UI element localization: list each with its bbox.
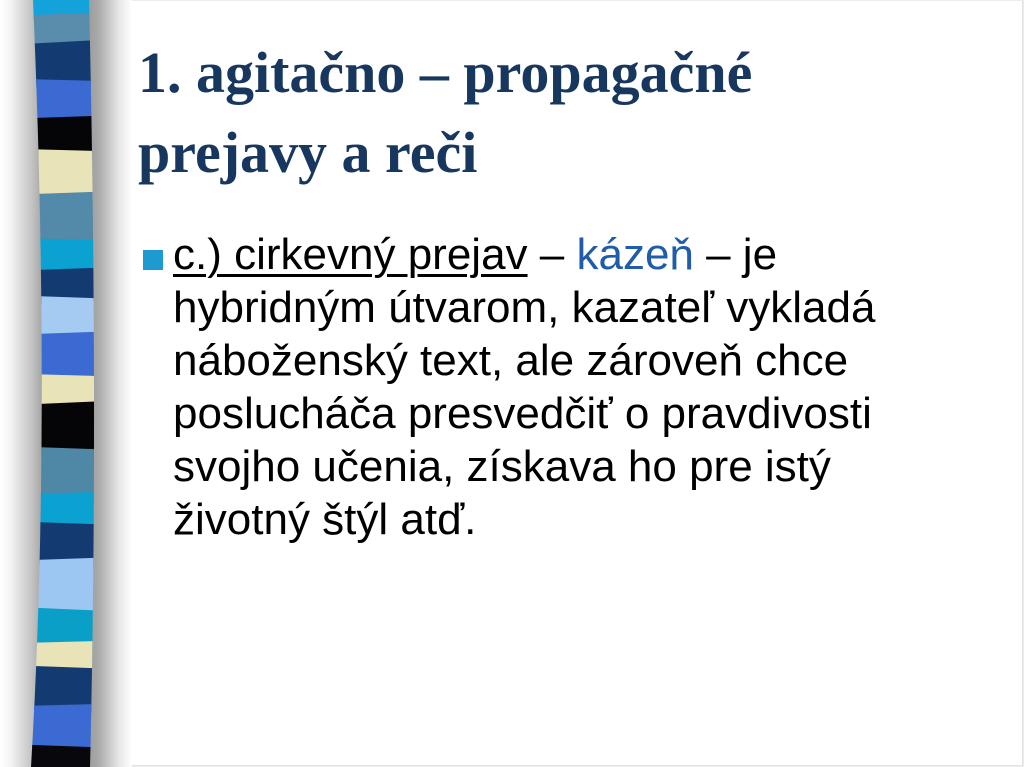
bullet-text-line: [173, 387, 973, 440]
text-segment-plain: náboženský text, ale zároveň chce: [173, 336, 849, 385]
bullet-text-line: [173, 281, 973, 334]
title-line-1: 1. agitačno – propagačné: [138, 40, 753, 105]
bullet-text-line: [173, 493, 973, 546]
text-segment-plain: – je: [693, 230, 778, 279]
ribbon-stripe: [11, 401, 113, 456]
ribbon-shadow: [0, 0, 132, 767]
text-segment-accent: kázeň: [576, 230, 694, 279]
ribbon-stripe: [11, 149, 112, 201]
bullet-square-icon: [143, 250, 163, 270]
bullet-text: [173, 228, 973, 546]
text-segment-plain: životný štýl atď.: [173, 495, 477, 544]
text-segment-plain: svojho učenia, získava ho pre istý: [173, 442, 831, 491]
text-segment-plain: hybridným útvarom, kazateľ vykladá: [173, 283, 876, 332]
ribbon-stripe: [11, 744, 112, 767]
bullet-text-line: [173, 228, 973, 281]
ribbon-stripe: [11, 557, 113, 616]
ribbon-stripe: [11, 446, 113, 500]
text-segment-plain: poslucháča presvedčiť o pravdivosti: [173, 389, 872, 438]
bullet-text-line: [173, 440, 973, 493]
slide-title: [138, 33, 978, 193]
ribbon-stripe: [11, 191, 113, 246]
title-line-2: prejavy a reči: [138, 120, 478, 185]
text-segment-plain: –: [527, 230, 577, 279]
bullet-text-line: [173, 334, 973, 387]
ribbon-icon: [0, 0, 132, 767]
text-segment-underline: c.) cirkevný prejav: [173, 230, 528, 279]
ribbon-stripe: [11, 704, 112, 754]
